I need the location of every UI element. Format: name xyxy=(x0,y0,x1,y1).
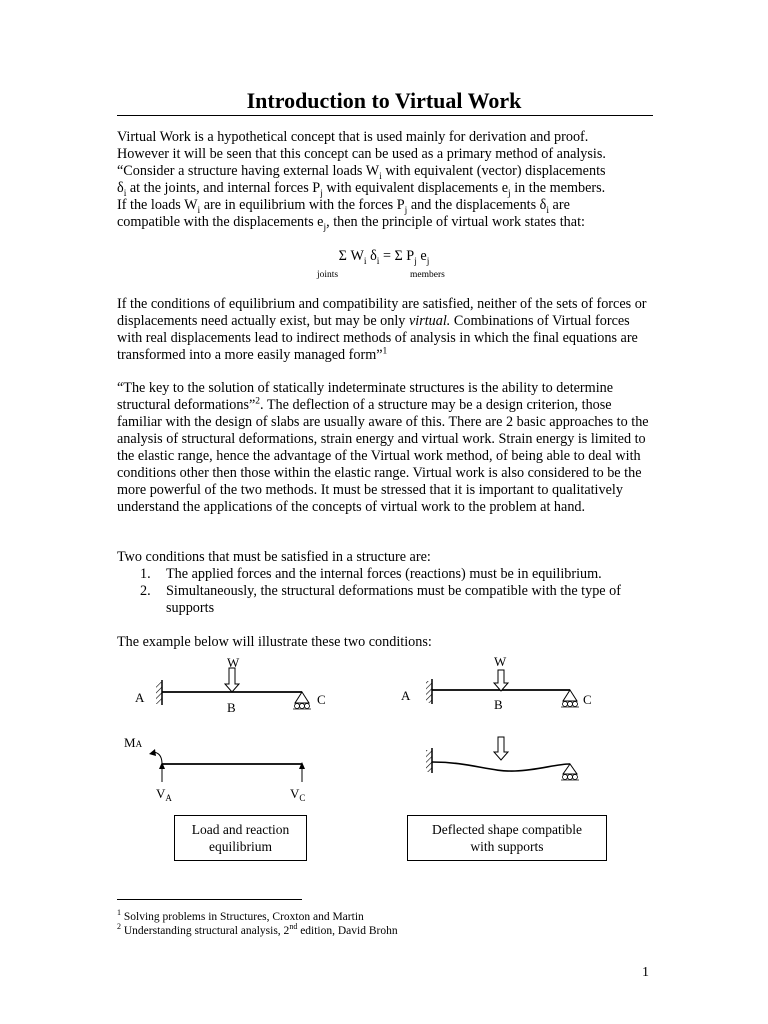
label-b: B xyxy=(227,700,236,715)
load-arrow-icon xyxy=(225,668,239,692)
label-vc: $V_C$ xyxy=(290,786,306,803)
list-item: 2. Simultaneously, the structural deformations must be compatible with the type of supports xyxy=(140,583,621,616)
deflected-shape-diagram xyxy=(426,737,579,780)
free-body-diagram xyxy=(124,735,305,803)
list-item: 1. The applied forces and the internal forces (reactions) must be in equilibrium. xyxy=(140,566,602,582)
equation-members-label: members xyxy=(410,270,445,280)
label-a: A xyxy=(401,688,411,703)
pin-support-icon xyxy=(563,690,577,701)
label-va: $V_A$ xyxy=(156,786,172,803)
virtual-work-equation: Σ $W_i$ $\delta_i = \Sigma$ $P_j$ $e_j$ xyxy=(338,248,430,267)
pin-support-icon xyxy=(563,764,577,774)
load-arrow-icon xyxy=(494,737,508,760)
caption-load-equilibrium: Load and reaction equilibrium xyxy=(174,815,307,861)
label-w: W xyxy=(227,655,240,670)
right-beam-diagram xyxy=(401,654,592,712)
page-title: Introduction to Virtual Work xyxy=(246,88,522,113)
caption-deflected-shape: Deflected shape compatible with supports xyxy=(407,815,607,861)
example-intro: The example below will illustrate these two conditions: xyxy=(117,634,432,650)
label-w: W xyxy=(494,654,507,669)
deflected-beam-line xyxy=(432,762,570,771)
label-c: C xyxy=(317,692,326,707)
pin-support-icon xyxy=(295,692,309,703)
label-a: A xyxy=(135,690,145,705)
label-ma: MA xyxy=(124,735,143,750)
page-number: 1 xyxy=(642,965,649,980)
equation-joints-label: joints xyxy=(317,270,339,280)
label-c: C xyxy=(583,692,592,707)
paragraph-virtual: If the conditions of equilibrium and compatibility are satisfied, neither of the sets of forces or displacements need actually exist, but may be only virtual. Combinations of Virtual forces with real displacements lead to indirect methods of analysis in which the final equations are transformed into a more easily managed form”$^1$ xyxy=(117,296,647,363)
footnote-2: $^2$ Understanding structural analysis, 2nd edition, David Brohn xyxy=(117,922,398,937)
conditions-intro: Two conditions that must be satisfied in a structure are: xyxy=(117,549,431,565)
footnote-1: $^1$ Solving problems in Structures, Croxton and Martin xyxy=(117,908,364,923)
intro-paragraph: Virtual Work is a hypothetical concept that is used mainly for derivation and proof. However it will be seen that this concept can be used as a primary method of analysis. “Consider a structure having external loads $W_i$ with equivalent (vector) displacements $\delta_i$ at the joints, and internal forces $P_j$ with equivalent displacements $e_j$ in the members. If the loads $W_i$ are in equilibrium with the forces $P_j$ and the displacements $\delta_i$ are compatible with the displacements $e_j$, then the principle of virtual work states that: xyxy=(117,129,606,233)
label-b: B xyxy=(494,697,503,712)
fixed-support-hatch xyxy=(156,682,162,704)
load-arrow-icon xyxy=(494,670,508,691)
footnote-rule xyxy=(117,899,302,900)
left-beam-diagram xyxy=(135,655,326,715)
paragraph-deformations: “The key to the solution of statically indeterminate structures is the ability to determine structural deformations”$^2$. The deflection of a structure may be a design criterion, those familiar with the design of slabs are usually aware of this. There are 2 basic approaches to the analysis of structural deformations, strain energy and virtual work. Strain energy is limited to the elastic range, hence the advantage of the Virtual work method, of being able to deal with conditions other then those within the elastic range. Virtual work is also considered to be the more powerful of the two methods. It must be stressed that it is important to qualitatively understand the applications of the concepts of virtual work to the problem at hand. xyxy=(117,380,649,515)
